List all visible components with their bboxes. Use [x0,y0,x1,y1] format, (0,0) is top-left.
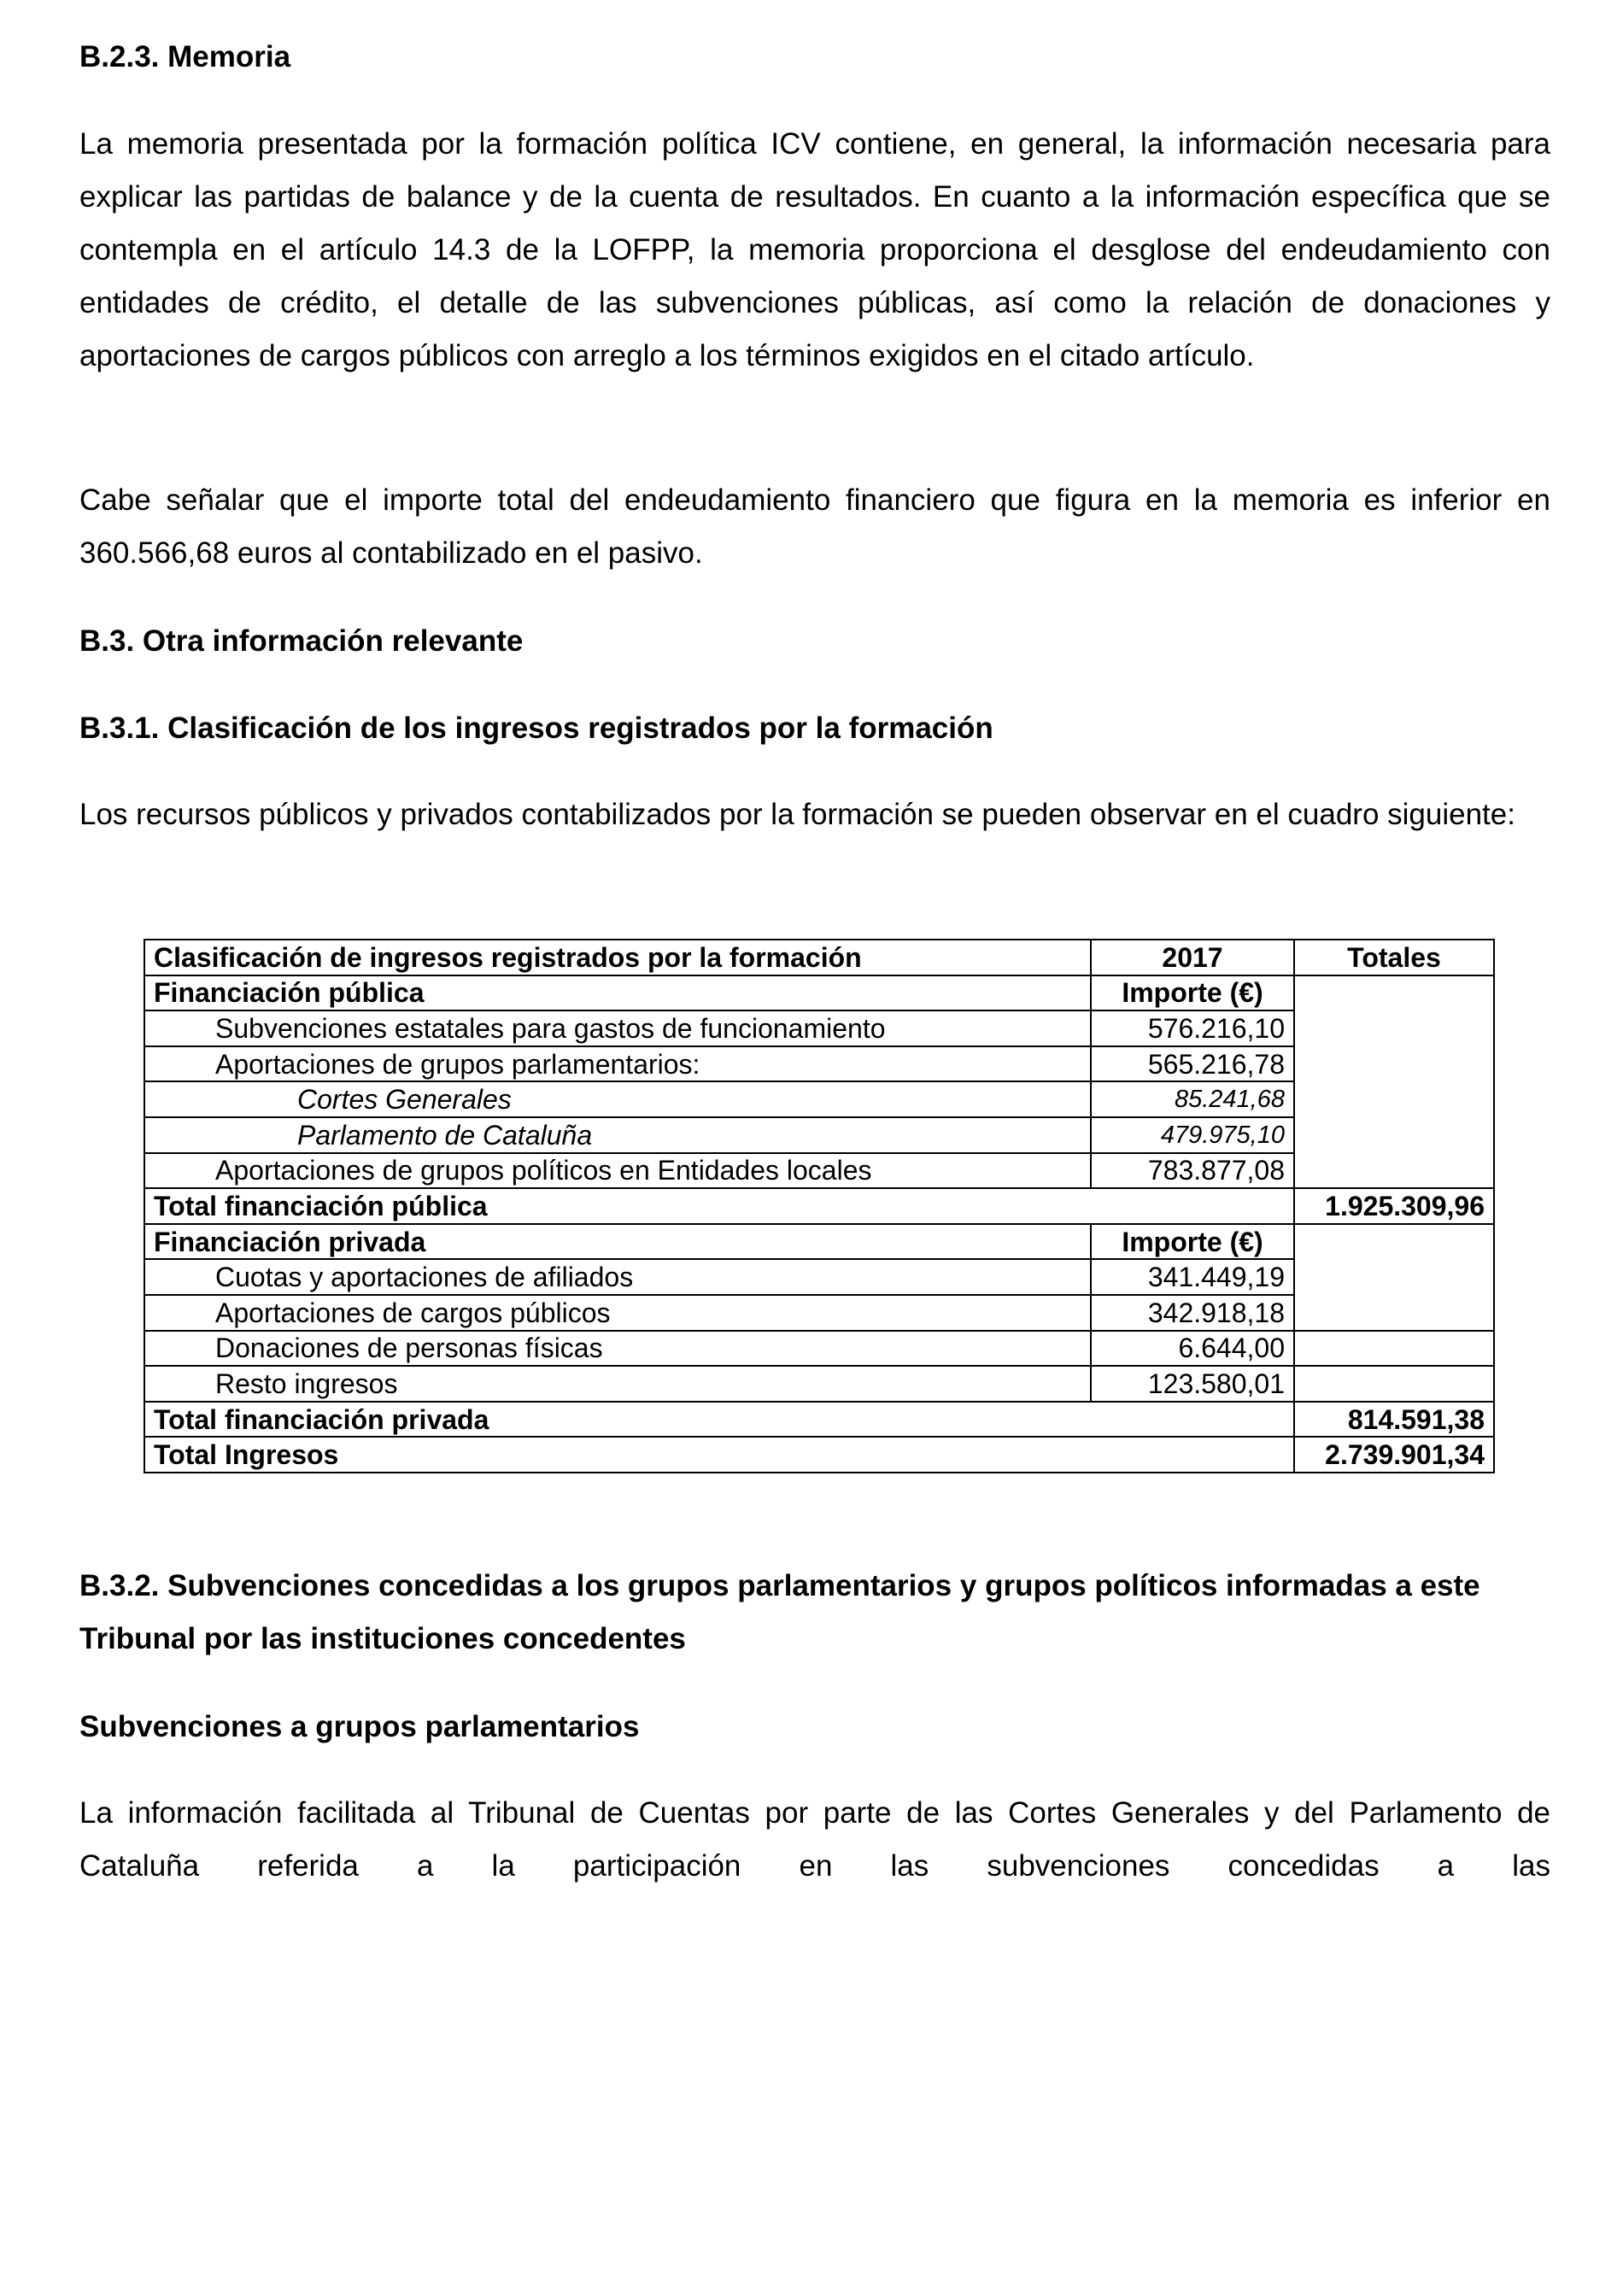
public-total-label: Total financiación pública [144,1188,1294,1224]
paragraph-b31: Los recursos públicos y privados contabilizados por la formación se pueden observar en el cuadro siguiente: [79,798,1515,831]
row-value: 479.975,10 [1091,1117,1294,1153]
private-total-label: Total financiación privada [144,1402,1294,1438]
subheading-b32: Subvenciones a grupos parlamentarios [79,1710,640,1743]
row-label: Subvenciones estatales para gastos de funcionamiento [144,1010,1091,1046]
row-value: 342.918,18 [1091,1295,1294,1331]
table-row-public-heading [144,975,1494,1011]
row-label: Cortes Generales [144,1081,1091,1117]
header-classification: Clasificación de ingresos registrados por la formación [144,940,1091,975]
paragraph-b23-memoria: La memoria presentada por la formación política ICV contiene, en general, la información necesaria para explicar las partidas de balance y de la cuenta de resultados. En cuanto a la información específica que se contempla en el artículo 14.3 de la LOFPP, la memoria proporciona el desglose del endeudamiento con entidades de crédito, el detalle de las subvenciones públicas, así como la relación de donaciones y aportaciones de cargos públicos con arreglo a los términos exigidos en el citado artículo. [79,127,1550,372]
public-totals-blank [1294,975,1494,1011]
table-row [144,1366,1494,1402]
table-row-private-heading [144,1224,1494,1260]
private-financing-heading: Financiación privada [144,1224,1091,1260]
table-row [144,1010,1494,1046]
header-year: 2017 [1091,940,1294,975]
row-label: Parlamento de Cataluña [144,1117,1091,1153]
grand-total-label: Total Ingresos [144,1437,1294,1473]
public-importe-label: Importe (€) [1091,975,1294,1011]
row-label: Cuotas y aportaciones de afiliados [144,1259,1091,1295]
paragraph-b23-endeudamiento: Cabe señalar que el importe total del endeudamiento financiero que figura en la memoria es inferior en 360.566,68 euros al contabilizado en el pasivo. [79,483,1550,570]
row-label: Resto ingresos [144,1366,1091,1402]
totals-blank [1294,1153,1494,1189]
row-label: Aportaciones de cargos públicos [144,1295,1091,1331]
totals-blank [1294,1081,1494,1117]
row-label: Donaciones de personas físicas [144,1331,1091,1367]
table-row [144,1153,1494,1189]
totals-blank [1294,1259,1494,1295]
table-row [144,1081,1494,1117]
totals-blank [1294,1117,1494,1153]
heading-b3: B.3. Otra información relevante [79,624,524,658]
private-totals-blank [1294,1224,1494,1260]
public-financing-heading: Financiación pública [144,975,1091,1011]
grand-total-value: 2.739.901,34 [1294,1437,1494,1473]
row-value: 123.580,01 [1091,1366,1294,1402]
income-classification-table [144,939,1495,1473]
header-totals: Totales [1294,940,1494,975]
totals-blank [1294,1295,1494,1331]
row-value: 576.216,10 [1091,1010,1294,1046]
table-row [144,1117,1494,1153]
totals-cell [1294,1366,1494,1402]
private-importe-label: Importe (€) [1091,1224,1294,1260]
table-row-grand-total [144,1437,1494,1473]
table-row [144,1295,1494,1331]
table-row [144,1046,1494,1082]
row-value: 6.644,00 [1091,1331,1294,1367]
table-row [144,1259,1494,1295]
totals-cell [1294,1331,1494,1367]
table-row-private-total [144,1402,1494,1438]
public-total-value: 1.925.309,96 [1294,1188,1494,1224]
row-value: 85.241,68 [1091,1081,1294,1117]
totals-blank [1294,1046,1494,1082]
heading-b31: B.3.1. Clasificación de los ingresos registrados por la formación [79,712,993,745]
table-row-public-total [144,1188,1494,1224]
heading-b23: B.2.3. Memoria [79,40,291,73]
table-row [144,1331,1494,1367]
row-label: Aportaciones de grupos políticos en Entidades locales [144,1153,1091,1189]
totals-blank [1294,1010,1494,1046]
private-total-value: 814.591,38 [1294,1402,1494,1438]
row-label: Aportaciones de grupos parlamentarios: [144,1046,1091,1082]
row-value: 341.449,19 [1091,1259,1294,1295]
heading-b32: B.3.2. Subvenciones concedidas a los grupos parlamentarios y grupos políticos informadas a este Tribunal por las instituciones concedentes [79,1569,1480,1655]
paragraph-b32: La información facilitada al Tribunal de Cuentas por parte de las Cortes Generales y del Parlamento de Cataluña referida a la participación en las subvenciones concedidas a las [79,1796,1550,1883]
row-value: 565.216,78 [1091,1046,1294,1082]
table-header-row [144,940,1494,975]
row-value: 783.877,08 [1091,1153,1294,1189]
